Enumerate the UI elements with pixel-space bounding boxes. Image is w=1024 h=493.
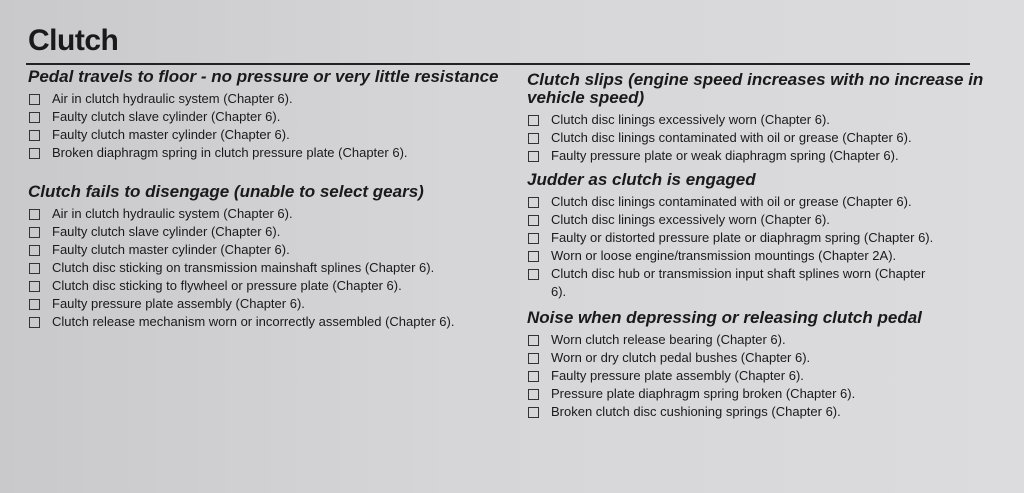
item-text: Faulty pressure plate assembly (Chapter 6). [551, 368, 804, 383]
item-text: Clutch disc sticking on transmission mainshaft splines (Chapter 6). [52, 260, 435, 275]
checklist [527, 193, 997, 301]
checklist-item [527, 211, 997, 229]
section-judder [527, 171, 997, 301]
item-text: Clutch disc linings contaminated with oil or grease (Chapter 6). [551, 194, 912, 209]
checkbox-icon[interactable] [528, 407, 539, 418]
checkbox-icon[interactable] [528, 389, 539, 400]
checklist-item [527, 111, 997, 129]
checkbox-icon[interactable] [29, 245, 40, 256]
item-text: Clutch disc sticking to flywheel or pressure plate (Chapter 6). [52, 278, 402, 293]
checklist-item [527, 403, 997, 421]
item-text: Clutch disc linings excessively worn (Chapter 6). [551, 112, 830, 127]
checkbox-icon[interactable] [528, 335, 539, 346]
checklist-item [527, 385, 997, 403]
section-heading: Clutch fails to disengage (unable to select gears) [28, 182, 424, 201]
checkbox-icon[interactable] [29, 209, 40, 220]
checkbox-icon[interactable] [29, 299, 40, 310]
checkbox-icon[interactable] [528, 133, 539, 144]
checkbox-icon[interactable] [528, 233, 539, 244]
item-text: Faulty clutch slave cylinder (Chapter 6). [52, 109, 281, 124]
checkbox-icon[interactable] [29, 263, 40, 274]
item-text: Worn clutch release bearing (Chapter 6). [551, 332, 786, 347]
item-text: Clutch disc linings contaminated with oil or grease (Chapter 6). [551, 130, 912, 145]
checkbox-icon[interactable] [29, 130, 40, 141]
checklist-item [28, 90, 518, 108]
checkbox-icon[interactable] [528, 151, 539, 162]
item-text: Faulty pressure plate assembly (Chapter 6). [52, 296, 305, 311]
item-text: Clutch release mechanism worn or incorrectly assembled (Chapter 6). [52, 314, 455, 329]
title-rule [26, 63, 970, 65]
checkbox-icon[interactable] [528, 197, 539, 208]
section-noise [527, 309, 997, 421]
item-text: Worn or loose engine/transmission mountings (Chapter 2A). [551, 248, 897, 263]
checklist-item [28, 241, 518, 259]
checklist-item [28, 277, 518, 295]
item-text: Faulty pressure plate or weak diaphragm spring (Chapter 6). [551, 148, 899, 163]
item-text: Worn or dry clutch pedal bushes (Chapter 6). [551, 350, 811, 365]
item-text: Clutch disc linings excessively worn (Chapter 6). [551, 212, 830, 227]
item-text: Faulty clutch slave cylinder (Chapter 6). [52, 224, 281, 239]
checkbox-icon[interactable] [29, 94, 40, 105]
item-text: Air in clutch hydraulic system (Chapter 6). [52, 91, 293, 106]
checklist-item [28, 295, 518, 313]
checklist-item [28, 223, 518, 241]
item-text: Broken diaphragm spring in clutch pressure plate (Chapter 6). [52, 145, 408, 160]
section-pedal-travels [28, 68, 518, 162]
checklist-item [527, 331, 997, 349]
page-title: Clutch [28, 24, 119, 57]
checklist [28, 205, 518, 331]
spacer [28, 162, 518, 183]
checklist-item [28, 126, 518, 144]
checklist [527, 111, 997, 165]
checklist [28, 90, 518, 162]
item-text: Pressure plate diaphragm spring broken (Chapter 6). [551, 386, 856, 401]
item-text: Faulty clutch master cylinder (Chapter 6). [52, 242, 290, 257]
item-text: Clutch disc hub or transmission input shaft splines worn (Chapter 6). [551, 266, 926, 299]
item-text: Air in clutch hydraulic system (Chapter 6). [52, 206, 293, 221]
checklist-item [527, 265, 936, 301]
checklist-item [28, 259, 518, 277]
checkbox-icon[interactable] [29, 227, 40, 238]
checkbox-icon[interactable] [528, 353, 539, 364]
section-clutch-slips [527, 71, 997, 165]
item-text: Faulty clutch master cylinder (Chapter 6). [52, 127, 290, 142]
checklist-item [527, 193, 997, 211]
checkbox-icon[interactable] [528, 371, 539, 382]
checklist-item [527, 247, 997, 265]
checklist-item [527, 147, 997, 165]
checkbox-icon[interactable] [29, 148, 40, 159]
checklist-item [28, 205, 518, 223]
checklist [527, 331, 997, 421]
section-fails-to-disengage [28, 183, 518, 331]
checkbox-icon[interactable] [528, 269, 539, 280]
section-heading: Pedal travels to floor - no pressure or very little resistance [28, 67, 499, 86]
section-heading: Judder as clutch is engaged [527, 170, 756, 189]
item-text: Broken clutch disc cushioning springs (Chapter 6). [551, 404, 841, 419]
checkbox-icon[interactable] [528, 251, 539, 262]
left-column [28, 68, 518, 331]
checkbox-icon[interactable] [29, 317, 40, 328]
checklist-item [28, 144, 518, 162]
checklist-item [527, 367, 997, 385]
item-text: Faulty or distorted pressure plate or diaphragm spring (Chapter 6). [551, 230, 934, 245]
checkbox-icon[interactable] [528, 215, 539, 226]
right-column [527, 71, 997, 421]
checklist-item [28, 108, 518, 126]
checklist-item [527, 129, 997, 147]
section-heading: Noise when depressing or releasing clutch pedal [527, 308, 922, 327]
checkbox-icon[interactable] [29, 112, 40, 123]
section-heading: Clutch slips (engine speed increases with no increase in vehicle speed) [527, 70, 984, 107]
checklist-item [527, 229, 997, 247]
checklist-item [28, 313, 472, 331]
checkbox-icon[interactable] [29, 281, 40, 292]
checklist-item [527, 349, 997, 367]
checkbox-icon[interactable] [528, 115, 539, 126]
